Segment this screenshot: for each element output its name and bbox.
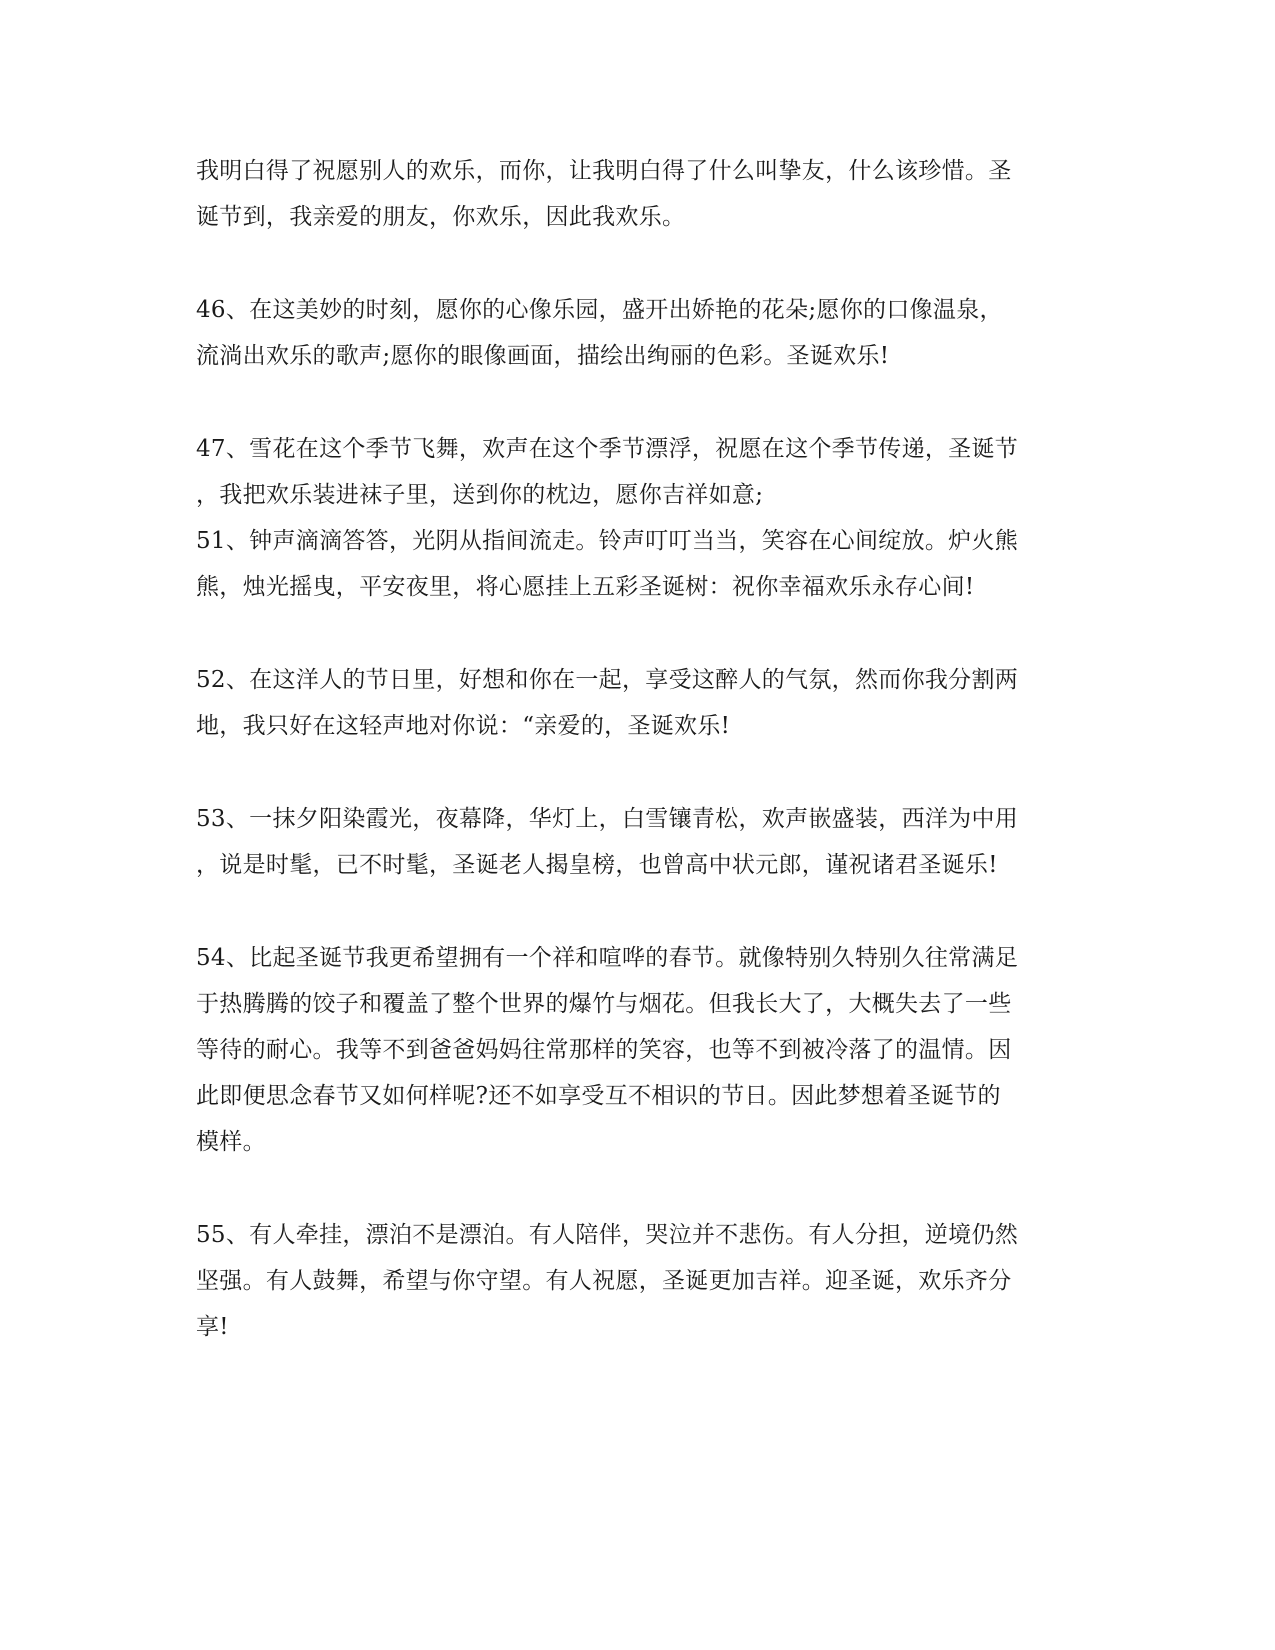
text-line: 46、在这美妙的时刻，愿你的心像乐园，盛开出娇艳的花朵;愿你的口像温泉， [196, 297, 1003, 323]
text-line: ，我把欢乐装进袜子里，送到你的枕边，愿你吉祥如意; [196, 482, 764, 508]
text-line: 55、有人牵挂，漂泊不是漂泊。有人陪伴，哭泣并不悲伤。有人分担，逆境仍然 [196, 1222, 1019, 1248]
text-line: 53、一抹夕阳染霞光，夜幕降，华灯上，白雪镶青松，欢声嵌盛装，西洋为中用 [196, 806, 1019, 832]
text-line: 模样。 [196, 1129, 266, 1155]
text-line: 51、钟声滴滴答答，光阴从指间流走。铃声叮叮当当，笑容在心间绽放。炉火熊 [196, 528, 1019, 554]
text-line: 等待的耐心。我等不到爸爸妈妈往常那样的笑容，也等不到被冷落了的温情。因 [196, 1037, 1012, 1063]
text-line: 此即便思念春节又如何样呢?还不如享受互不相识的节日。因此梦想着圣诞节的 [196, 1083, 1001, 1109]
text-line: 52、在这洋人的节日里，好想和你在一起，享受这醉人的气氛，然而你我分割两 [196, 667, 1019, 693]
text-line: 54、比起圣诞节我更希望拥有一个祥和喧哗的春节。就像特别久特别久往常满足 [196, 945, 1019, 971]
text-line: 流淌出欢乐的歌声;愿你的眼像画面，描绘出绚丽的色彩。圣诞欢乐! [196, 343, 890, 369]
text-line: 熊，烛光摇曳，平安夜里，将心愿挂上五彩圣诞树：祝你幸福欢乐永存心间! [196, 574, 975, 600]
text-line: 地，我只好在这轻声地对你说：“亲爱的，圣诞欢乐! [196, 713, 731, 739]
text-line: 我明白得了祝愿别人的欢乐，而你，让我明白得了什么叫挚友，什么该珍惜。圣 [196, 158, 1012, 184]
text-line: 诞节到，我亲爱的朋友，你欢乐，因此我欢乐。 [196, 204, 686, 230]
text-line: 于热腾腾的饺子和覆盖了整个世界的爆竹与烟花。但我长大了，大概失去了一些 [196, 991, 1012, 1017]
text-line: 坚强。有人鼓舞，希望与你守望。有人祝愿，圣诞更加吉祥。迎圣诞，欢乐齐分 [196, 1268, 1012, 1294]
text-line: 享! [196, 1314, 229, 1340]
text-line: 47、雪花在这个季节飞舞，欢声在这个季节漂浮，祝愿在这个季节传递，圣诞节 [196, 436, 1019, 462]
text-line: ，说是时髦，已不时髦，圣诞老人揭皇榜，也曾高中状元郎，谨祝诸君圣诞乐! [196, 852, 998, 878]
